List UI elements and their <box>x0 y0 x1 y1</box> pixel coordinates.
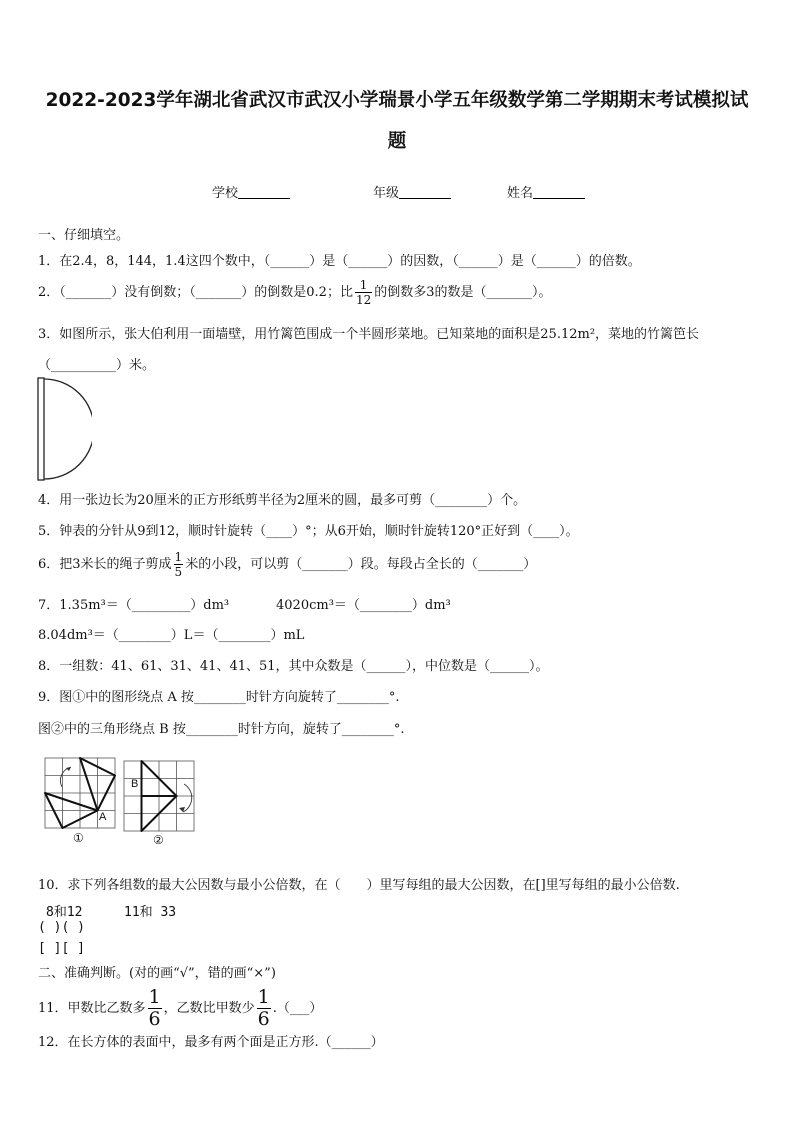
question-7a: 7．1.35m³＝（_________）dm³ <box>38 598 230 613</box>
section-2-heading: 二、准确判断。(对的画“√”，错的画“×”) <box>38 966 276 981</box>
question-11: 11．甲数比乙数多 $\frac{1}{6}$ ，乙数比甲数少 $\frac{1}{6}$ .（___） <box>38 986 323 1030</box>
question-4: 4．用一张边长为20厘米的正方形纸剪半径为2厘米的圆，最多可剪（________）个。 <box>38 493 527 508</box>
grade-field: 年级 <box>373 182 451 201</box>
question-9b: 图②中的三角形绕点 B 按________时针方向，旋转了________°. <box>38 722 405 737</box>
semicircle-garden-figure <box>36 376 92 482</box>
name-field: 姓名 <box>507 182 585 201</box>
question-12: 12．在长方体的表面中，最多有两个面是正方形.（______） <box>38 1035 384 1050</box>
pair-11-33: 11和 33 <box>124 905 177 920</box>
question-10: 10．求下列各组数的最大公因数与最小公倍数，在（ ）里写每组的最大公因数，在[]里写每组的最小公倍数. <box>38 878 680 893</box>
point-a-label: A <box>99 811 107 823</box>
fraction-1-6-b: $\frac{1}{6}$ <box>257 986 270 1030</box>
school-field: 学校 <box>212 182 290 201</box>
question-2: 2．（_______）没有倒数；（_______）的倒数是0.2；比 $\frac{1}{12}$ 的倒数多3的数是（_______）。 <box>38 278 552 307</box>
question-3-line1: 3．如图所示，张大伯利用一面墙壁，用竹篱笆围成一个半圆形菜地。已知菜地的面积是25.12m²，菜地的竹篱笆长 <box>38 327 700 342</box>
point-b-label: B <box>131 778 139 790</box>
rotation-figure-2 <box>123 760 197 832</box>
fraction-1-12: $\frac{1}{12}$ <box>355 278 372 307</box>
question-5: 5．钟表的分针从9到12，顺时针旋转（____）°；从6开始，顺时针旋转120°正好到（____）。 <box>38 524 579 539</box>
section-1-heading: 一、仔细填空。 <box>38 228 130 243</box>
pair-8-12: 8和12 <box>46 905 83 920</box>
grade-blank[interactable] <box>399 186 451 199</box>
question-8: 8．一组数：41、61、31、41、41、51，其中众数是（______），中位数是（______）。 <box>38 659 549 674</box>
rotation-figure-1 <box>44 757 118 829</box>
fraction-1-6-a: $\frac{1}{6}$ <box>148 986 161 1030</box>
question-1: 1．在2.4，8，144，1.4这四个数中，（______）是（______）的因数，（______）是（______）的倍数。 <box>38 254 641 269</box>
question-9a: 9．图①中的图形绕点 A 按________时针方向旋转了________°. <box>38 690 400 705</box>
exam-title-line2: 题 <box>387 131 407 152</box>
name-blank[interactable] <box>533 186 585 199</box>
gcd-answer-row: ( )( ) <box>38 920 85 935</box>
figure-1-label: ① <box>73 831 84 845</box>
exam-title-line1: 2022-2023学年湖北省武汉市武汉小学瑞景小学五年级数学第二学期期末考试模拟试 <box>45 90 749 111</box>
fraction-1-5: $\frac{1}{5}$ <box>174 550 183 579</box>
question-6: 6．把3米长的绳子剪成 $\frac{1}{5}$ 米的小段，可以剪（_______）段。每段占全长的（_______） <box>38 550 537 579</box>
question-7c: 8.04dm³＝（________）L＝（________）mL <box>38 628 305 643</box>
lcm-answer-row: [ ][ ] <box>38 941 85 956</box>
question-3-line2: （__________）米。 <box>38 358 156 373</box>
school-blank[interactable] <box>238 186 290 199</box>
question-7b: 4020cm³＝（________）dm³ <box>276 598 451 613</box>
figure-2-label: ② <box>153 833 164 847</box>
